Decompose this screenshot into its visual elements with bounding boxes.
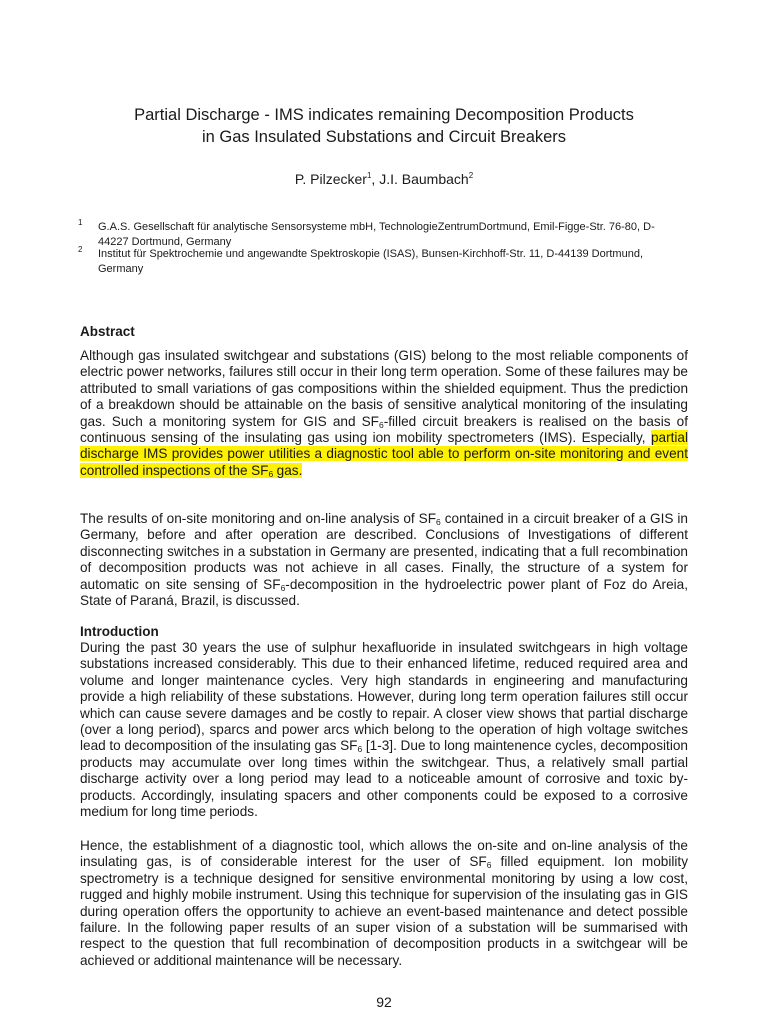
text-run: [1-3]. Due to long maintenence cycles, decomposition products may accumulate over long times within the switchgear. Thus, a relatively small partial discharge activity over a long period may lead to a noticeable amount of corrosive and toxic by-products. Accordingly, insulating spacers and other components could be exposed to a corrosive medium for long time periods. <box>80 738 688 820</box>
introduction-heading: Introduction <box>80 624 159 639</box>
affiliation-text: Institut für Spektrochemie und angewandte Spektroskopie (ISAS), Bunsen-Kirchhoff-Str. 11, D-44139 Dortmund, Germany <box>98 248 643 275</box>
text-run: Hence, the establishment of a diagnostic tool, which allows the on-site and on-line analysis of the insulating gas, is of considerable interest for the user of SF <box>80 838 688 870</box>
author-2-affiliation-mark: 2 <box>468 171 474 180</box>
affiliation-text: G.A.S. Gesellschaft für analytische Sensorsysteme mbH, TechnologieZentrumDortmund, Emil-Figge-Str. 76-80, D-44227 Dortmund, Germany <box>98 221 655 248</box>
text-run: contained in a circuit breaker of a GIS in Germany, before and after operation are described. Conclusions of Investigations of different disconnecting switches in a substation in Germany are presented, indicating that a full recombination of decomposition products was not achieve in all cases. Finally, the structure of a system for automatic on site sensing of SF <box>80 511 688 592</box>
author-separator: , <box>371 171 380 187</box>
text-run: partial discharge IMS provides power utilities a diagnostic tool able to perform on-site monitoring and event controlled inspections of the SF <box>80 430 688 478</box>
author-1: P. Pilzecker <box>294 171 367 187</box>
page-number: 92 <box>376 994 392 1010</box>
title-line-2: in Gas Insulated Substations and Circuit Breakers <box>201 128 567 146</box>
text-run: Although gas insulated switchgear and substations (GIS) belong to the most reliable components of electric power networks, failures still occur in their long term operation. Some of these failures may be attributed to small variations of gas compositions within the shielded equipment. Thus the prediction of a breakdown should be attainable on the basis of sensitive analytical monitoring of the insulating gas. Such a monitoring system for GIS and SF <box>80 348 688 429</box>
text-run: -decomposition in the hydroelectric power plant of Foz do Areia, State of Paraná, Brazil, is discussed. <box>80 576 688 609</box>
paper-title <box>40 104 728 148</box>
affiliation-number: 1 <box>78 218 83 227</box>
subscript: 6 <box>436 517 441 527</box>
subscript: 6 <box>280 582 286 593</box>
subscript: 6 <box>486 860 492 871</box>
author-2: J.I. Baumbach <box>379 171 469 187</box>
affiliation-number: 2 <box>78 245 83 254</box>
text-run: gas. <box>273 462 303 478</box>
title-line-1: Partial Discharge - IMS indicates remaining Decomposition Products <box>134 106 634 124</box>
subscript: 6 <box>268 468 274 479</box>
text-run: filled equipment. Ion mobility spectrometry is a technique designed for sensitive environmental monitoring by using a low cost, rugged and highly mobile instrument. Using this technique for supervision of the insulating gas in GIS during operation offers the opportunity to achieve an event-based maintenance and detect possible failure. In the following paper results of an super vision of a substation will be summarised with respect to the question that full recombination of decomposition products in a switchgear will be achieved or additional maintenance will be necessary. <box>80 854 688 968</box>
text-run: During the past 30 years the use of sulphur hexafluoride in insulated switchgears in high voltage substations increased considerably. This due to their enhanced lifetime, reduced required area and volume and longer maintenance cycles. Very high standards in engineering and manufacturing provide a high reliability of these substations. However, during long term operation failures still occur which can cause severe damages and be costly to repair. A closer view shows that partial discharge (over a long period), sparcs and power arcs which belong to the operation of high voltage switches lead to decomposition of the insulating gas SF <box>80 640 688 754</box>
subscript: 6 <box>378 419 384 430</box>
author-list <box>40 170 728 188</box>
abstract-heading: Abstract <box>80 324 135 339</box>
abstract-paragraph-1 <box>80 348 688 479</box>
subscript: 6 <box>357 744 363 755</box>
text-run: -filled circuit breakers is realised on the basis of continuous sensing of the insulating gas using ion mobility spectrometers (IMS). Especially, <box>80 413 688 446</box>
introduction-paragraph-1 <box>80 640 688 820</box>
abstract-paragraph-2 <box>80 511 688 609</box>
text-run: The results of on-site monitoring and on-line analysis of SF <box>80 511 437 526</box>
introduction-paragraph-2 <box>80 838 688 969</box>
author-1-affiliation-mark: 1 <box>366 171 372 180</box>
